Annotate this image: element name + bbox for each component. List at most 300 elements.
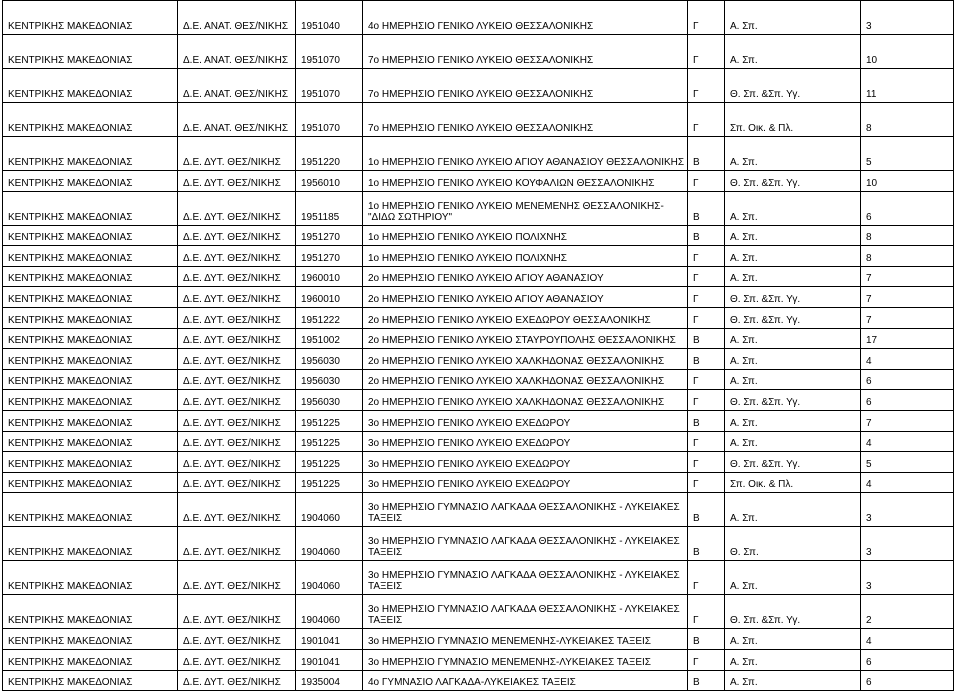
table-row [3, 171, 954, 192]
region-cell [3, 191, 178, 225]
school-name-text: 3ο ΗΜΕΡΗΣΙΟ ΓΥΜΝΑΣΙΟ ΛΑΓΚΑΔΑ ΘΕΣΣΑΛΟΝΙΚΗΣ - ΛΥΚΕΙΑΚΕΣ ΤΑΞΕΙΣ [368, 570, 680, 593]
count-text: 5 [866, 157, 872, 168]
school-name-text: 7ο ΗΜΕΡΗΣΙΟ ΓΕΝΙΚΟ ΛΥΚΕΙΟ ΘΕΣΣΑΛΟΝΙΚΗΣ [368, 89, 594, 100]
school-name-text: 1ο ΗΜΕΡΗΣΙΟ ΓΕΝΙΚΟ ΛΥΚΕΙΟ ΚΟΥΦΑΛΙΩΝ ΘΕΣΣΑΛΟΝΙΚΗΣ [368, 177, 655, 189]
field-text: Α. Σπ. [730, 635, 758, 647]
region-cell [3, 103, 178, 137]
school-name-cell [363, 1, 688, 35]
count-text: 11 [866, 89, 877, 100]
school-code-cell [296, 431, 363, 452]
school-code-cell [296, 266, 363, 287]
field-cell [725, 493, 861, 527]
department-cell [178, 431, 296, 452]
grade-text: Γ [693, 21, 699, 32]
grade-cell [688, 225, 725, 246]
school-name-text: 2ο ΗΜΕΡΗΣΙΟ ΓΕΝΙΚΟ ΛΥΚΕΙΟ ΑΓΙΟΥ ΑΘΑΝΑΣΙΟΥ [368, 293, 604, 305]
field-text: Θ. Σπ. [730, 547, 759, 559]
school-code-text: 1904060 [301, 513, 340, 525]
region-text: ΚΕΝΤΡΙΚΗΣ ΜΑΚΕΔΟΝΙΑΣ [8, 615, 133, 627]
field-text: Σπ. Οικ. & Πλ. [730, 479, 794, 491]
school-name-cell [363, 191, 688, 225]
department-cell [178, 69, 296, 103]
table-row [3, 69, 954, 103]
grade-text: Γ [693, 438, 699, 450]
school-code-cell [296, 307, 363, 328]
department-cell [178, 493, 296, 527]
department-text: Δ.Ε. ΔΥΤ. ΘΕΣ/ΝΙΚΗΣ [183, 396, 281, 408]
school-name-cell [363, 431, 688, 452]
school-code-cell [296, 69, 363, 103]
region-text: ΚΕΝΤΡΙΚΗΣ ΜΑΚΕΔΟΝΙΑΣ [8, 21, 133, 32]
region-text: ΚΕΝΤΡΙΚΗΣ ΜΑΚΕΔΟΝΙΑΣ [8, 252, 133, 264]
count-cell [861, 328, 954, 349]
field-cell [725, 103, 861, 137]
table-row [3, 472, 954, 493]
region-cell [3, 527, 178, 561]
school-name-cell [363, 328, 688, 349]
count-text: 8 [866, 252, 872, 264]
count-cell [861, 137, 954, 171]
count-cell [861, 349, 954, 370]
grade-cell [688, 103, 725, 137]
department-text: Δ.Ε. ΔΥΤ. ΘΕΣ/ΝΙΚΗΣ [183, 479, 281, 491]
school-code-text: 1951002 [301, 335, 340, 347]
grade-text: Γ [693, 314, 699, 326]
count-text: 6 [866, 211, 872, 223]
count-text: 5 [866, 458, 872, 470]
department-text: Δ.Ε. ΔΥΤ. ΘΕΣ/ΝΙΚΗΣ [183, 232, 281, 244]
region-text: ΚΕΝΤΡΙΚΗΣ ΜΑΚΕΔΟΝΙΑΣ [8, 581, 133, 593]
grade-cell [688, 191, 725, 225]
grade-cell [688, 561, 725, 595]
grade-text: Γ [693, 55, 699, 66]
school-name-cell [363, 103, 688, 137]
school-name-text: 3ο ΗΜΕΡΗΣΙΟ ΓΥΜΝΑΣΙΟ ΛΑΓΚΑΔΑ ΘΕΣΣΑΛΟΝΙΚΗΣ - ΛΥΚΕΙΑΚΕΣ ΤΑΞΕΙΣ [368, 604, 680, 627]
count-cell [861, 307, 954, 328]
school-name-cell [363, 137, 688, 171]
region-text: ΚΕΝΤΡΙΚΗΣ ΜΑΚΕΔΟΝΙΑΣ [8, 89, 133, 100]
department-text: Δ.Ε. ΔΥΤ. ΘΕΣ/ΝΙΚΗΣ [183, 677, 281, 689]
school-name-cell [363, 493, 688, 527]
region-text: ΚΕΝΤΡΙΚΗΣ ΜΑΚΕΔΟΝΙΑΣ [8, 656, 133, 668]
school-code-cell [296, 349, 363, 370]
school-code-text: 1951270 [301, 252, 340, 264]
school-code-text: 1956030 [301, 355, 340, 367]
count-cell [861, 431, 954, 452]
field-cell [725, 69, 861, 103]
grade-cell [688, 349, 725, 370]
region-cell [3, 369, 178, 390]
table-row [3, 35, 954, 69]
field-text: Α. Σπ. [730, 252, 758, 264]
school-code-cell [296, 452, 363, 473]
table-row [3, 246, 954, 267]
grade-cell [688, 629, 725, 650]
grade-text: Γ [693, 273, 699, 285]
count-text: 7 [866, 273, 872, 285]
region-cell [3, 431, 178, 452]
department-text: Δ.Ε. ΔΥΤ. ΘΕΣ/ΝΙΚΗΣ [183, 513, 281, 525]
school-code-text: 1951225 [301, 417, 340, 429]
grade-cell [688, 493, 725, 527]
school-code-cell [296, 287, 363, 308]
grade-cell [688, 287, 725, 308]
count-text: 6 [866, 396, 872, 408]
school-name-cell [363, 390, 688, 411]
grade-cell [688, 452, 725, 473]
region-text: ΚΕΝΤΡΙΚΗΣ ΜΑΚΕΔΟΝΙΑΣ [8, 355, 133, 367]
field-cell [725, 527, 861, 561]
table-row [3, 431, 954, 452]
school-code-text: 1956030 [301, 396, 340, 408]
grade-text: Β [693, 677, 700, 689]
grade-text: Β [693, 417, 700, 429]
field-cell [725, 369, 861, 390]
grade-text: Γ [693, 396, 699, 408]
school-name-cell [363, 266, 688, 287]
school-name-cell [363, 410, 688, 431]
field-text: Α. Σπ. [730, 21, 758, 32]
department-cell [178, 137, 296, 171]
region-cell [3, 595, 178, 629]
grade-cell [688, 595, 725, 629]
region-text: ΚΕΝΤΡΙΚΗΣ ΜΑΚΕΔΟΝΙΑΣ [8, 417, 133, 429]
field-cell [725, 629, 861, 650]
school-code-cell [296, 410, 363, 431]
table-row [3, 137, 954, 171]
grade-cell [688, 369, 725, 390]
field-cell [725, 225, 861, 246]
field-text: Θ. Σπ. &Σπ. Υγ. [730, 314, 801, 326]
grade-cell [688, 431, 725, 452]
count-cell [861, 527, 954, 561]
table-row [3, 595, 954, 629]
region-cell [3, 287, 178, 308]
table-row [3, 629, 954, 650]
field-text: Α. Σπ. [730, 211, 758, 223]
table-row [3, 527, 954, 561]
field-text: Α. Σπ. [730, 581, 758, 593]
school-code-cell [296, 35, 363, 69]
grade-text: Γ [693, 376, 699, 388]
school-name-text: 7ο ΗΜΕΡΗΣΙΟ ΓΕΝΙΚΟ ΛΥΚΕΙΟ ΘΕΣΣΑΛΟΝΙΚΗΣ [368, 123, 594, 134]
region-text: ΚΕΝΤΡΙΚΗΣ ΜΑΚΕΔΟΝΙΑΣ [8, 635, 133, 647]
field-text: Σπ. Οικ. & Πλ. [730, 123, 794, 134]
department-text: Δ.Ε. ΑΝΑΤ. ΘΕΣ/ΝΙΚΗΣ [183, 123, 288, 134]
grade-text: Γ [693, 479, 699, 491]
field-text: Α. Σπ. [730, 335, 758, 347]
grade-text: Γ [693, 89, 699, 100]
school-code-cell [296, 369, 363, 390]
school-code-text: 1935004 [301, 677, 340, 689]
grade-text: Β [693, 335, 700, 347]
school-name-cell [363, 629, 688, 650]
count-text: 3 [866, 513, 872, 525]
region-text: ΚΕΝΤΡΙΚΗΣ ΜΑΚΕΔΟΝΙΑΣ [8, 479, 133, 491]
department-cell [178, 452, 296, 473]
department-cell [178, 266, 296, 287]
school-code-text: 1901041 [301, 635, 340, 647]
school-code-text: 1951220 [301, 157, 340, 168]
count-cell [861, 171, 954, 192]
school-code-text: 1960010 [301, 293, 340, 305]
grade-text: Β [693, 513, 700, 525]
grade-text: Γ [693, 123, 699, 134]
field-text: Α. Σπ. [730, 376, 758, 388]
field-cell [725, 1, 861, 35]
count-cell [861, 493, 954, 527]
count-text: 3 [866, 581, 872, 593]
count-text: 3 [866, 21, 872, 32]
grade-text: Β [693, 635, 700, 647]
school-code-cell [296, 670, 363, 691]
department-cell [178, 246, 296, 267]
school-code-cell [296, 561, 363, 595]
school-name-text: 2ο ΗΜΕΡΗΣΙΟ ΓΕΝΙΚΟ ΛΥΚΕΙΟ ΑΓΙΟΥ ΑΘΑΝΑΣΙΟΥ [368, 273, 604, 285]
department-text: Δ.Ε. ΔΥΤ. ΘΕΣ/ΝΙΚΗΣ [183, 656, 281, 668]
school-code-cell [296, 328, 363, 349]
school-name-text: 4ο ΓΥΜΝΑΣΙΟ ΛΑΓΚΑΔΑ-ΛΥΚΕΙΑΚΕΣ ΤΑΞΕΙΣ [368, 677, 576, 689]
field-text: Α. Σπ. [730, 157, 758, 168]
school-name-cell [363, 670, 688, 691]
table-row [3, 369, 954, 390]
count-text: 8 [866, 123, 872, 134]
field-cell [725, 307, 861, 328]
school-name-text: 3ο ΗΜΕΡΗΣΙΟ ΓΥΜΝΑΣΙΟ ΛΑΓΚΑΔΑ ΘΕΣΣΑΛΟΝΙΚΗΣ - ΛΥΚΕΙΑΚΕΣ ΤΑΞΕΙΣ [368, 536, 680, 559]
school-code-cell [296, 191, 363, 225]
department-text: Δ.Ε. ΔΥΤ. ΘΕΣ/ΝΙΚΗΣ [183, 252, 281, 264]
school-name-text: 2ο ΗΜΕΡΗΣΙΟ ΓΕΝΙΚΟ ΛΥΚΕΙΟ ΣΤΑΥΡΟΥΠΟΛΗΣ ΘΕΣΣΑΛΟΝΙΚΗΣ [368, 335, 676, 347]
school-name-text: 2ο ΗΜΕΡΗΣΙΟ ΓΕΝΙΚΟ ΛΥΚΕΙΟ ΧΑΛΚΗΔΟΝΑΣ ΘΕΣΣΑΛΟΝΙΚΗΣ [368, 396, 665, 408]
field-text: Α. Σπ. [730, 273, 758, 285]
school-code-text: 1904060 [301, 581, 340, 593]
department-cell [178, 670, 296, 691]
grade-cell [688, 390, 725, 411]
region-text: ΚΕΝΤΡΙΚΗΣ ΜΑΚΕΔΟΝΙΑΣ [8, 513, 133, 525]
school-name-text: 4ο ΗΜΕΡΗΣΙΟ ΓΕΝΙΚΟ ΛΥΚΕΙΟ ΘΕΣΣΑΛΟΝΙΚΗΣ [368, 21, 594, 32]
department-cell [178, 369, 296, 390]
table-row [3, 649, 954, 670]
school-code-text: 1951185 [301, 211, 340, 223]
field-text: Α. Σπ. [730, 438, 758, 450]
count-text: 7 [866, 293, 872, 305]
school-name-text: 3ο ΗΜΕΡΗΣΙΟ ΓΥΜΝΑΣΙΟ ΜΕΝΕΜΕΝΗΣ-ΛΥΚΕΙΑΚΕΣ ΤΑΞΕΙΣ [368, 635, 651, 647]
grade-cell [688, 246, 725, 267]
school-name-cell [363, 171, 688, 192]
school-name-text: 3ο ΗΜΕΡΗΣΙΟ ΓΥΜΝΑΣΙΟ ΛΑΓΚΑΔΑ ΘΕΣΣΑΛΟΝΙΚΗΣ - ΛΥΚΕΙΑΚΕΣ ΤΑΞΕΙΣ [368, 502, 680, 525]
department-text: Δ.Ε. ΔΥΤ. ΘΕΣ/ΝΙΚΗΣ [183, 581, 281, 593]
count-cell [861, 452, 954, 473]
school-code-cell [296, 649, 363, 670]
department-text: Δ.Ε. ΔΥΤ. ΘΕΣ/ΝΙΚΗΣ [183, 458, 281, 470]
school-code-text: 1901041 [301, 656, 340, 668]
grade-cell [688, 35, 725, 69]
count-text: 17 [866, 335, 878, 347]
field-cell [725, 349, 861, 370]
department-text: Δ.Ε. ΔΥΤ. ΘΕΣ/ΝΙΚΗΣ [183, 211, 281, 223]
region-text: ΚΕΝΤΡΙΚΗΣ ΜΑΚΕΔΟΝΙΑΣ [8, 232, 133, 244]
table-row [3, 349, 954, 370]
region-cell [3, 35, 178, 69]
table-row [3, 390, 954, 411]
count-cell [861, 595, 954, 629]
region-text: ΚΕΝΤΡΙΚΗΣ ΜΑΚΕΔΟΝΙΑΣ [8, 458, 133, 470]
count-cell [861, 266, 954, 287]
region-cell [3, 390, 178, 411]
table-row [3, 328, 954, 349]
school-name-cell [363, 595, 688, 629]
school-name-cell [363, 527, 688, 561]
department-text: Δ.Ε. ΔΥΤ. ΘΕΣ/ΝΙΚΗΣ [183, 615, 281, 627]
region-text: ΚΕΝΤΡΙΚΗΣ ΜΑΚΕΔΟΝΙΑΣ [8, 396, 133, 408]
region-cell [3, 472, 178, 493]
school-code-text: 1951225 [301, 438, 340, 450]
count-cell [861, 369, 954, 390]
school-code-text: 1951070 [301, 123, 340, 134]
school-code-text: 1951070 [301, 55, 340, 66]
school-code-cell [296, 103, 363, 137]
school-name-text: 3ο ΗΜΕΡΗΣΙΟ ΓΥΜΝΑΣΙΟ ΜΕΝΕΜΕΝΗΣ-ΛΥΚΕΙΑΚΕΣ ΤΑΞΕΙΣ [368, 656, 651, 668]
school-code-text: 1951225 [301, 458, 340, 470]
count-text: 10 [866, 55, 878, 66]
count-text: 4 [866, 438, 872, 450]
table-row [3, 561, 954, 595]
count-cell [861, 561, 954, 595]
grade-text: Γ [693, 458, 699, 470]
grade-cell [688, 171, 725, 192]
count-cell [861, 629, 954, 650]
region-text: ΚΕΝΤΡΙΚΗΣ ΜΑΚΕΔΟΝΙΑΣ [8, 547, 133, 559]
grade-cell [688, 137, 725, 171]
grade-text: Γ [693, 615, 699, 627]
count-cell [861, 410, 954, 431]
school-name-text: 7ο ΗΜΕΡΗΣΙΟ ΓΕΝΙΚΟ ΛΥΚΕΙΟ ΘΕΣΣΑΛΟΝΙΚΗΣ [368, 55, 594, 66]
field-cell [725, 670, 861, 691]
school-code-cell [296, 595, 363, 629]
count-cell [861, 69, 954, 103]
field-text: Θ. Σπ. &Σπ. Υγ. [730, 293, 801, 305]
grade-text: Β [693, 355, 700, 367]
grade-cell [688, 410, 725, 431]
count-text: 10 [866, 177, 878, 189]
school-name-cell [363, 561, 688, 595]
field-cell [725, 35, 861, 69]
school-name-cell [363, 307, 688, 328]
region-text: ΚΕΝΤΡΙΚΗΣ ΜΑΚΕΔΟΝΙΑΣ [8, 55, 133, 66]
department-text: Δ.Ε. ΑΝΑΤ. ΘΕΣ/ΝΙΚΗΣ [183, 21, 288, 32]
field-cell [725, 595, 861, 629]
region-cell [3, 349, 178, 370]
school-name-text: 2ο ΗΜΕΡΗΣΙΟ ΓΕΝΙΚΟ ΛΥΚΕΙΟ ΧΑΛΚΗΔΟΝΑΣ ΘΕΣΣΑΛΟΝΙΚΗΣ [368, 355, 665, 367]
region-text: ΚΕΝΤΡΙΚΗΣ ΜΑΚΕΔΟΝΙΑΣ [8, 376, 133, 388]
region-cell [3, 670, 178, 691]
table-row [3, 452, 954, 473]
region-text: ΚΕΝΤΡΙΚΗΣ ΜΑΚΕΔΟΝΙΑΣ [8, 273, 133, 285]
region-cell [3, 137, 178, 171]
count-cell [861, 1, 954, 35]
department-text: Δ.Ε. ΔΥΤ. ΘΕΣ/ΝΙΚΗΣ [183, 273, 281, 285]
field-text: Α. Σπ. [730, 417, 758, 429]
count-text: 4 [866, 479, 872, 491]
school-name-text: 3ο ΗΜΕΡΗΣΙΟ ΓΕΝΙΚΟ ΛΥΚΕΙΟ ΕΧΕΔΩΡΟΥ [368, 438, 571, 450]
school-code-cell [296, 1, 363, 35]
department-cell [178, 307, 296, 328]
region-cell [3, 69, 178, 103]
department-cell [178, 103, 296, 137]
grade-cell [688, 527, 725, 561]
region-cell [3, 225, 178, 246]
region-cell [3, 629, 178, 650]
school-name-cell [363, 472, 688, 493]
department-text: Δ.Ε. ΔΥΤ. ΘΕΣ/ΝΙΚΗΣ [183, 335, 281, 347]
grade-cell [688, 670, 725, 691]
grade-text: Β [693, 157, 700, 168]
department-cell [178, 561, 296, 595]
department-text: Δ.Ε. ΑΝΑΤ. ΘΕΣ/ΝΙΚΗΣ [183, 89, 288, 100]
department-cell [178, 171, 296, 192]
school-code-text: 1951070 [301, 89, 340, 100]
grade-text: Γ [693, 581, 699, 593]
school-name-text: 3ο ΗΜΕΡΗΣΙΟ ΓΕΝΙΚΟ ΛΥΚΕΙΟ ΕΧΕΔΩΡΟΥ [368, 479, 571, 491]
school-name-cell [363, 287, 688, 308]
field-cell [725, 452, 861, 473]
table-row [3, 1, 954, 35]
table-row [3, 103, 954, 137]
count-text: 8 [866, 232, 872, 244]
table-row [3, 266, 954, 287]
department-cell [178, 349, 296, 370]
table-row [3, 287, 954, 308]
grade-text: Β [693, 547, 700, 559]
table-row [3, 191, 954, 225]
department-text: Δ.Ε. ΔΥΤ. ΘΕΣ/ΝΙΚΗΣ [183, 376, 281, 388]
school-name-cell [363, 649, 688, 670]
grade-cell [688, 69, 725, 103]
school-code-text: 1951270 [301, 232, 340, 244]
field-cell [725, 472, 861, 493]
school-name-cell [363, 369, 688, 390]
count-text: 2 [866, 615, 872, 627]
department-cell [178, 472, 296, 493]
count-cell [861, 670, 954, 691]
table-body [3, 1, 954, 691]
field-text: Θ. Σπ. &Σπ. Υγ. [730, 89, 801, 100]
region-cell [3, 452, 178, 473]
department-cell [178, 629, 296, 650]
count-text: 3 [866, 547, 872, 559]
school-code-cell [296, 171, 363, 192]
department-text: Δ.Ε. ΔΥΤ. ΘΕΣ/ΝΙΚΗΣ [183, 417, 281, 429]
department-text: Δ.Ε. ΔΥΤ. ΘΕΣ/ΝΙΚΗΣ [183, 438, 281, 450]
field-cell [725, 649, 861, 670]
department-cell [178, 1, 296, 35]
school-code-cell [296, 390, 363, 411]
field-cell [725, 191, 861, 225]
count-cell [861, 35, 954, 69]
school-name-text: 2ο ΗΜΕΡΗΣΙΟ ΓΕΝΙΚΟ ΛΥΚΕΙΟ ΕΧΕΔΩΡΟΥ ΘΕΣΣΑΛΟΝΙΚΗΣ [368, 314, 651, 326]
school-name-cell [363, 349, 688, 370]
grade-cell [688, 649, 725, 670]
count-text: 7 [866, 417, 872, 429]
school-code-cell [296, 225, 363, 246]
grade-text: Γ [693, 656, 699, 668]
field-text: Α. Σπ. [730, 232, 758, 244]
region-text: ΚΕΝΤΡΙΚΗΣ ΜΑΚΕΔΟΝΙΑΣ [8, 438, 133, 450]
department-cell [178, 287, 296, 308]
department-cell [178, 390, 296, 411]
field-cell [725, 266, 861, 287]
region-cell [3, 561, 178, 595]
